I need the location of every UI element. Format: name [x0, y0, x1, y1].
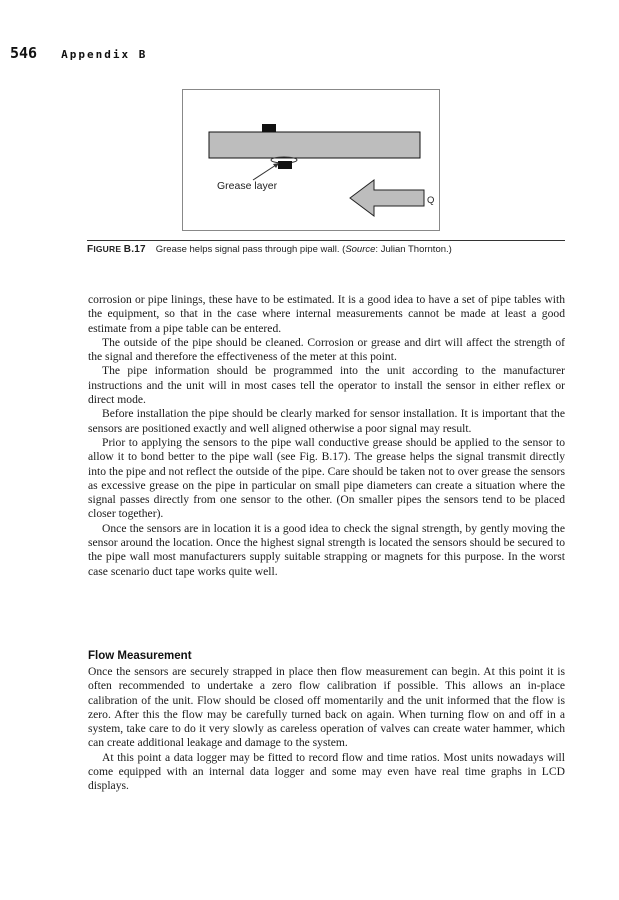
flow-arrow	[350, 180, 424, 216]
figure-b17	[182, 89, 440, 231]
figure-caption	[87, 244, 565, 255]
paragraph: Once the sensors are securely strapped in place then flow measurement can begin. At this point it is often recommended to undertake a zero flow calibration if possible. This allows an in-place calibration of the unit. Flow should be closed off momentarily and the unit informed that the flow is zero. After this the flow may be carefully turned back on again. When turning flow on and off in a system, take care to do it very slowly as careless operation of valves can create water hammer, which can create additional leakage and damage to the system.	[88, 665, 565, 750]
paragraph: At this point a data logger may be fitted to record flow and time ratios. Most units nowadays will come equipped with an internal data logger and some may even have real time graphs in LCD displays.	[88, 750, 565, 793]
paragraph: Once the sensors are in location it is a good idea to check the signal strength, by gently moving the sensor around the location. Once the highest signal strength is located the sensors should be secured to the pipe wall most manufacturers supply suitable strapping or magnets for this purpose. In the worst case scenario duct tape works quite well.	[88, 521, 565, 578]
caption-text: Grease helps signal pass through pipe wall. (	[155, 244, 346, 255]
running-head: Appendix B	[61, 48, 148, 61]
caption-source-label: Source	[345, 244, 376, 255]
section-text-block	[88, 665, 565, 794]
caption-rule	[87, 240, 565, 241]
page-number: 546	[10, 44, 38, 62]
figure-label: FIGURE B.17	[87, 244, 146, 255]
paragraph: The pipe information should be programmed into the unit according to the manufacturer instructions and the unit will in most cases tell the operator to install the sensor in either reflex or direct mode.	[88, 364, 565, 407]
caption-source: : Julian Thornton.)	[375, 244, 452, 255]
body-text-block	[88, 293, 565, 579]
flow-label: Q	[427, 195, 435, 206]
paragraph: Prior to applying the sensors to the pipe wall conductive grease should be applied to the sensor to allow it to bond better to the pipe wall (see Fig. B.17). The grease helps the signal transmit directly into the pipe and not reflect the outside of the pipe. Care should be taken not to over grease the sensors as excessive grease on the pipe in particular on small pipe diameters can create a situation where the signal passes directly from one sensor to the other. (On smaller pipes the sensors tend to be placed closer together).	[88, 435, 565, 521]
top-sensor	[262, 124, 276, 132]
page-header	[10, 44, 147, 62]
paragraph: Before installation the pipe should be clearly marked for sensor installation. It is important that the sensors are positioned exactly and well aligned otherwise a poor signal may result.	[88, 407, 565, 435]
figure-diagram	[183, 90, 439, 230]
paragraph: The outside of the pipe should be cleaned. Corrosion or grease and dirt will affect the strength of the signal and therefore the effectiveness of the meter at this point.	[88, 335, 565, 364]
grease-layer-label: Grease layer	[217, 180, 278, 192]
pipe-wall	[209, 132, 420, 158]
bottom-sensor	[278, 161, 292, 169]
section-heading: Flow Measurement	[88, 650, 192, 662]
paragraph: corrosion or pipe linings, these have to be estimated. It is a good idea to have a set of pipe tables with the equipment, so that in the case where internal measurements cannot be made at least a good estimate from a pipe table can be entered.	[88, 293, 565, 335]
